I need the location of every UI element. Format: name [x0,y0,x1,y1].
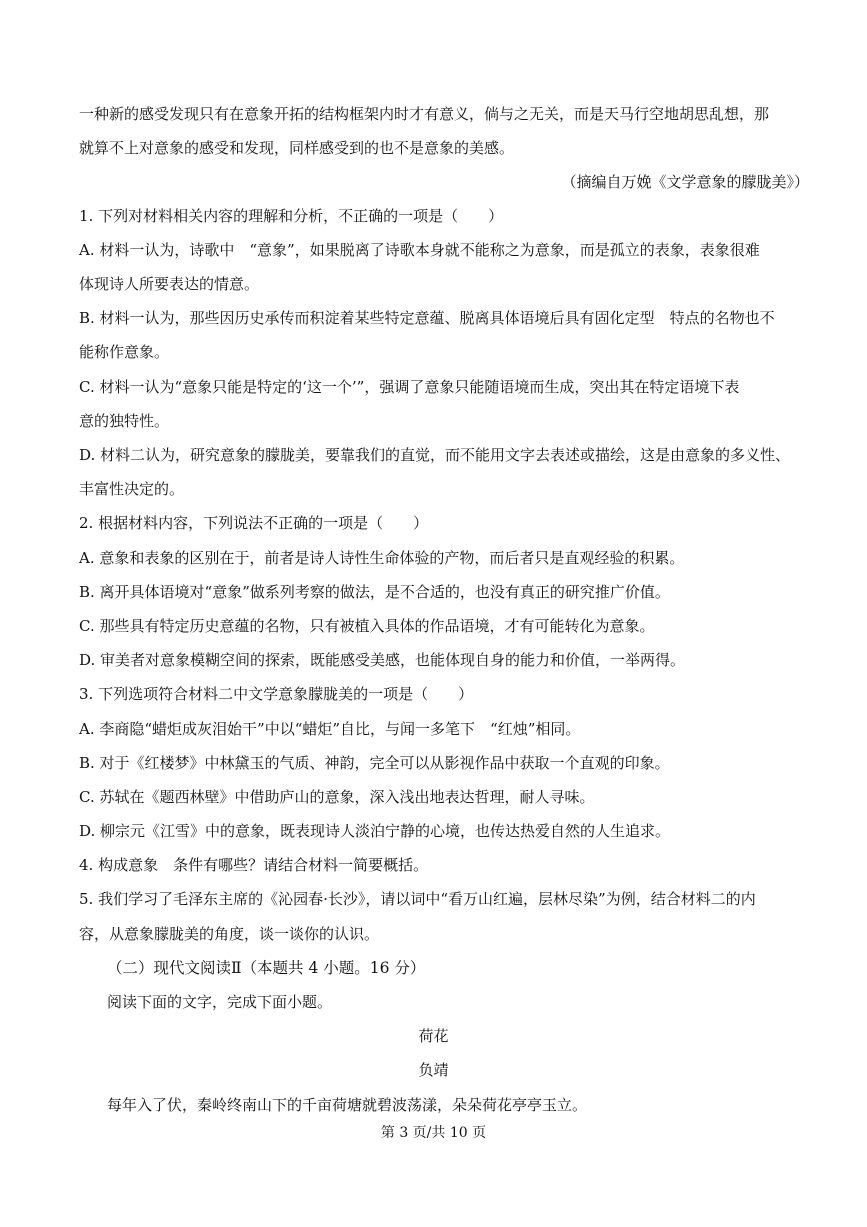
question-2-stem: 2. 根据材料内容，下列说法不正确的一项是（ ） [79,514,429,532]
question-1-option-d-line-1: D. 材料二认为，研究意象的朦胧美，要靠我们的直觉，而不能用文字去表述或描绘，这是由意象的多义性、 [79,446,791,464]
question-5-line-1: 5. 我们学习了毛泽东主席的《沁园春·长沙》，请以词中“看万山红遍，层林尽染”为例，结合材料二的内 [79,890,756,908]
reading-instruction: 阅读下面的文字，完成下面小题。 [107,993,333,1011]
question-1-option-d-line-2: 丰富性决定的。 [79,480,185,498]
question-1-option-c-line-2: 意的独特性。 [79,412,170,430]
question-3-option-c: C. 苏轼在《题西林壁》中借助庐山的意象，深入浅出地表达哲理，耐人寻味。 [79,788,595,806]
question-2-option-a: A. 意象和表象的区别在于，前者是诗人诗性生命体验的产物，而后者只是直观经验的积累。 [79,549,685,567]
question-5-line-2: 容，从意象朦胧美的角度，谈一谈你的认识。 [79,925,380,943]
material-source: （摘编自万娩《文学意象的朦胧美》） [561,173,809,191]
question-3-option-b: B. 对于《红楼梦》中林黛玉的气质、神韵，完全可以从影视作品中获取一个直观的印象。 [79,754,670,772]
page-footer: 第 3 页/共 10 页 [380,1125,487,1141]
passage-title: 荷花 [418,1027,449,1045]
question-3-option-a: A. 李商隐“蜡炬成灰泪始干”中以“蜡炬”自比，与闻一多笔下 “红烛”相同。 [79,720,581,738]
question-1-option-b-line-1: B. 材料一认为，那些因历史承传而积淀着某些特定意蕴、脱离具体语境后具有固化定型 特点的名物也不 [79,309,775,327]
question-3-stem: 3. 下列选项符合材料二中文学意象朦胧美的一项是（ ） [79,685,474,703]
question-1-stem: 1. 下列对材料相关内容的理解和分析，不正确的一项是（ ） [79,207,504,225]
question-3-option-d: D. 柳宗元《江雪》中的意象，既表现诗人淡泊宁静的心境，也传达热爱自然的人生追求。 [79,822,671,840]
question-2-option-d: D. 审美者对意象模糊空间的探索，既能感受美感，也能体现自身的能力和价值，一举两得。 [79,651,686,669]
passage-author: 负靖 [418,1061,449,1079]
question-1-option-a-line-2: 体现诗人所要表达的情意。 [79,275,260,293]
material-text-line-1: 一种新的感受发现只有在意象开拓的结构框架内时才有意义，倘与之无关，而是天马行空地胡思乱想，那 [79,105,770,123]
question-1-option-b-line-2: 能称作意象。 [79,343,170,361]
question-4-stem: 4. 构成意象 条件有哪些？请结合材料一简要概括。 [79,856,429,874]
section-2-heading: （二）现代文阅读Ⅱ（本题共 4 小题。16 分） [107,959,426,977]
material-text-line-2: 就算不上对意象的感受和发现，同样感受到的也不是意象的美感。 [79,139,515,157]
passage-first-line: 每年入了伏，秦岭终南山下的千亩荷塘就碧波荡漾，朵朵荷花亭亭玉立。 [107,1096,588,1114]
question-1-option-c-line-1: C. 材料一认为“意象只能是特定的‘这一个’”，强调了意象只能随语境而生成，突出其在特定语境下表 [79,378,740,396]
question-1-option-a-line-1: A. 材料一认为，诗歌中 “意象”，如果脱离了诗歌本身就不能称之为意象，而是孤立的表象，表象很难 [79,241,760,259]
question-2-option-b: B. 离开具体语境对“意象”做系列考察的做法，是不合适的，也没有真正的研究推广价值。 [79,583,670,601]
question-2-option-c: C. 那些具有特定历史意蕴的名物，只有被植入具体的作品语境，才有可能转化为意象。 [79,617,655,635]
